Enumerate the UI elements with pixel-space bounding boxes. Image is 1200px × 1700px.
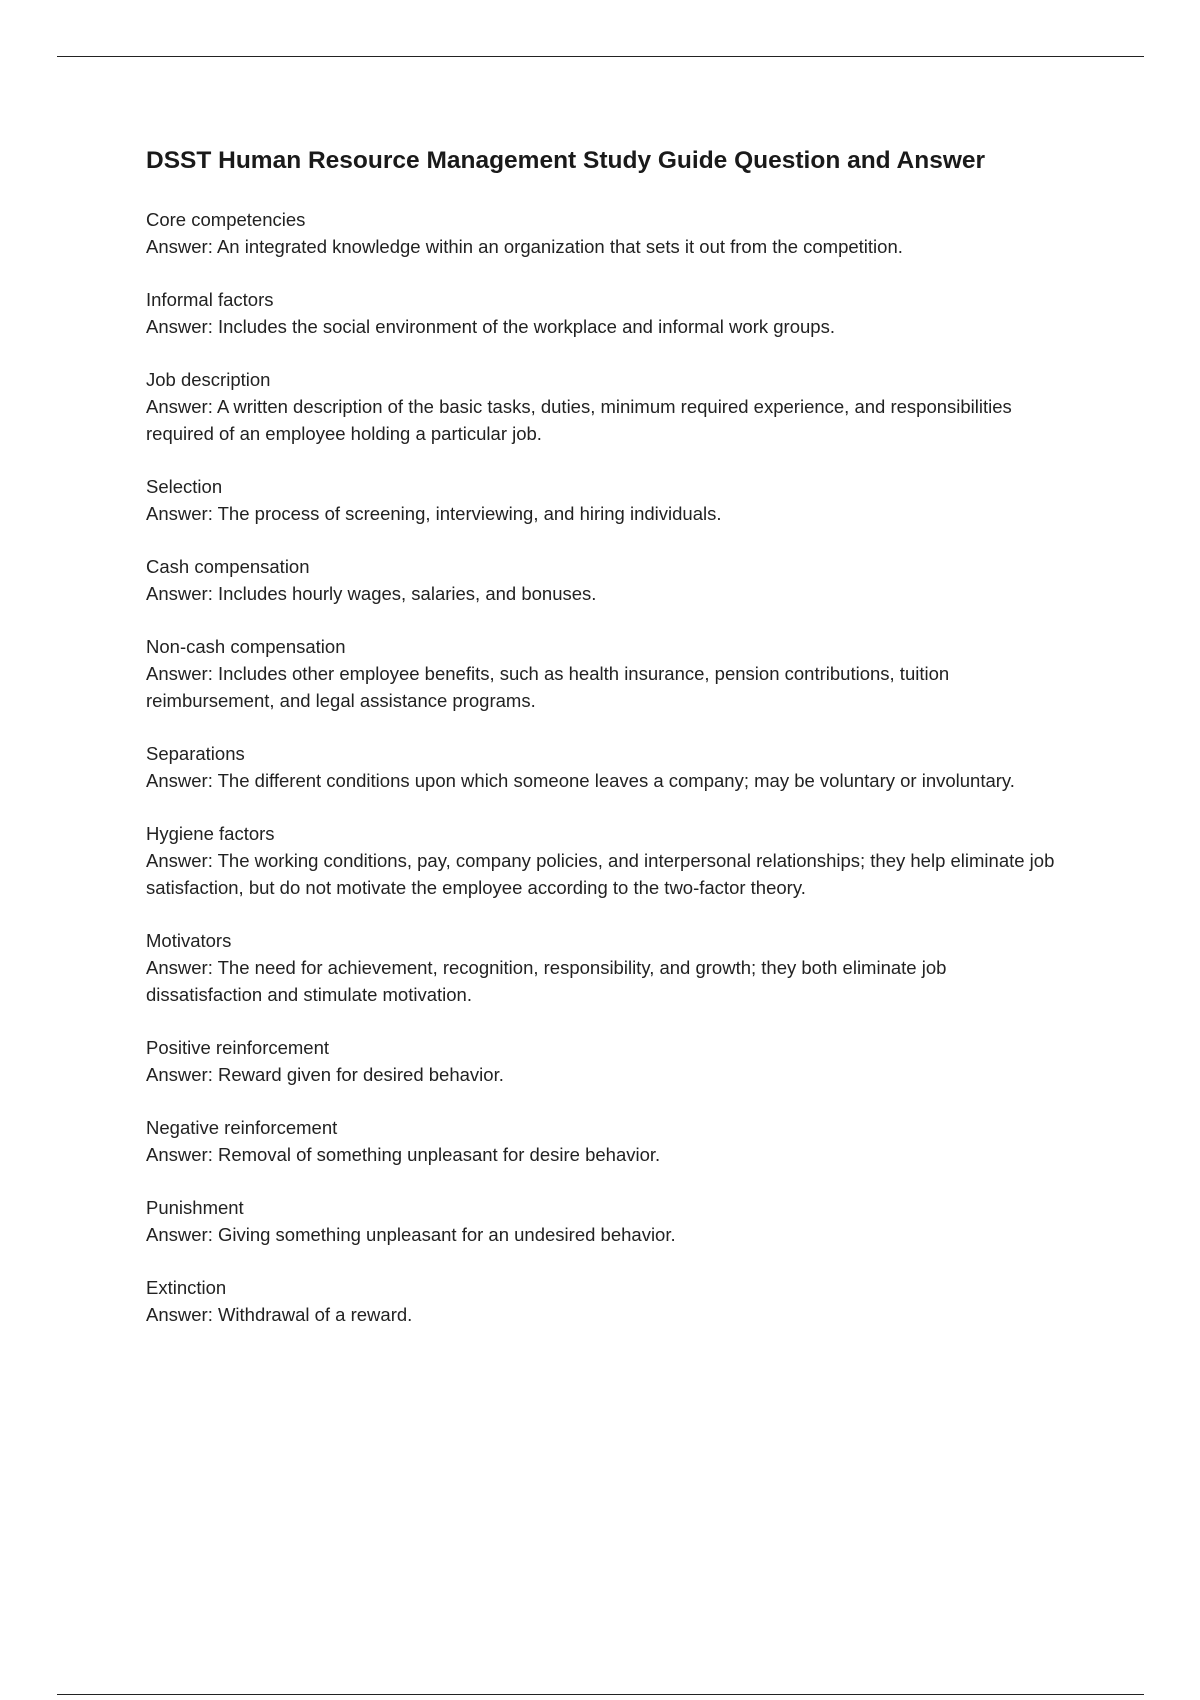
qa-answer: Answer: The working conditions, pay, company policies, and interpersonal relationships; they help eliminate job satisfaction, but do not motivate the employee according to the two-factor theory.: [146, 850, 1055, 898]
qa-term: Punishment: [146, 1197, 244, 1218]
qa-term: Informal factors: [146, 289, 274, 310]
qa-term: Extinction: [146, 1277, 227, 1298]
header-rule: [57, 56, 1144, 57]
qa-term: Separations: [146, 743, 245, 764]
qa-term: Cash compensation: [146, 556, 310, 577]
qa-item: [146, 473, 1066, 527]
qa-answer: Answer: Includes other employee benefits, such as health insurance, pension contributions, tuition reimbursement, and legal assistance programs.: [146, 663, 950, 711]
qa-answer: Answer: Giving something unpleasant for an undesired behavior.: [146, 1224, 676, 1245]
qa-answer: Answer: Reward given for desired behavior.: [146, 1064, 504, 1085]
page-title: DSST Human Resource Management Study Guide Question and Answer: [146, 147, 986, 174]
qa-item: [146, 1194, 1066, 1248]
qa-item: [146, 206, 1066, 260]
qa-term: Negative reinforcement: [146, 1117, 338, 1138]
qa-item: [146, 286, 1066, 340]
qa-answer: Answer: A written description of the basic tasks, duties, minimum required experience, and responsibilities required of an employee holding a particular job.: [146, 396, 1012, 444]
qa-item: [146, 1034, 1066, 1088]
qa-item: [146, 1114, 1066, 1168]
qa-term: Non-cash compensation: [146, 636, 346, 657]
qa-item: [146, 553, 1066, 607]
qa-answer: Answer: Withdrawal of a reward.: [146, 1304, 413, 1325]
qa-answer: Answer: An integrated knowledge within an organization that sets it out from the competition.: [146, 236, 903, 257]
qa-item: [146, 366, 1066, 447]
qa-answer: Answer: The different conditions upon which someone leaves a company; may be voluntary or involuntary.: [146, 770, 1015, 791]
qa-term: Core competencies: [146, 209, 306, 230]
qa-term: Selection: [146, 476, 223, 497]
qa-term: Motivators: [146, 930, 232, 951]
qa-list: [146, 206, 1066, 1354]
qa-answer: Answer: Includes the social environment of the workplace and informal work groups.: [146, 316, 835, 337]
qa-term: Job description: [146, 369, 271, 390]
qa-item: [146, 820, 1066, 901]
qa-item: [146, 1274, 1066, 1328]
qa-item: [146, 927, 1066, 1008]
qa-answer: Answer: Removal of something unpleasant for desire behavior.: [146, 1144, 661, 1165]
qa-item: [146, 740, 1066, 794]
qa-answer: Answer: The process of screening, interviewing, and hiring individuals.: [146, 503, 722, 524]
qa-answer: Answer: Includes hourly wages, salaries, and bonuses.: [146, 583, 597, 604]
footer-rule: [57, 1694, 1144, 1695]
qa-term: Hygiene factors: [146, 823, 275, 844]
qa-answer: Answer: The need for achievement, recognition, responsibility, and growth; they both eliminate job dissatisfaction and stimulate motivation.: [146, 957, 947, 1005]
qa-item: [146, 633, 1066, 714]
qa-term: Positive reinforcement: [146, 1037, 330, 1058]
